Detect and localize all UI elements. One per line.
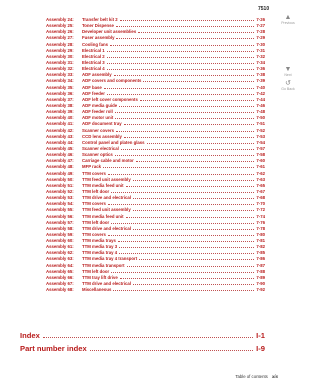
previous-button[interactable] xyxy=(280,14,296,25)
assembly-number: Assembly 47: xyxy=(46,158,74,164)
dot-leader xyxy=(119,253,254,254)
assembly-title: Scanner covers xyxy=(82,127,115,133)
assembly-page: 7-62 xyxy=(256,170,265,176)
dot-leader xyxy=(114,75,255,76)
assembly-title: Developer unit assemblies xyxy=(82,29,137,35)
dot-leader xyxy=(133,210,255,211)
assembly-title: ADF covers and components xyxy=(82,78,142,84)
assembly-page: 7-51 xyxy=(256,121,265,127)
dot-leader xyxy=(116,38,254,39)
dot-leader xyxy=(118,241,254,242)
assembly-number: Assembly 42: xyxy=(46,127,74,133)
assembly-title: Scanner electrical xyxy=(82,145,119,151)
dot-leader xyxy=(108,174,255,175)
footer-page-number: xix xyxy=(272,374,278,379)
assembly-title: TTM media feed unit xyxy=(82,182,124,188)
assembly-page: 7-32 xyxy=(256,53,265,59)
toc-part-number-index-link[interactable] xyxy=(20,344,265,353)
assembly-title: TTM media trays xyxy=(82,238,116,244)
next-label: Next xyxy=(284,73,292,77)
assembly-number: Assembly 30: xyxy=(46,53,74,59)
assembly-title: ADF base xyxy=(82,84,102,90)
page-footer xyxy=(235,374,278,379)
assembly-number: Assembly 59: xyxy=(46,231,74,237)
assembly-number: Assembly 27: xyxy=(46,35,74,41)
assembly-number: Assembly 34: xyxy=(46,78,74,84)
assembly-page: 7-67 xyxy=(256,188,265,194)
assembly-page: 7-68 xyxy=(256,195,265,201)
dot-leader xyxy=(119,247,254,248)
assembly-number: Assembly 67: xyxy=(46,281,74,287)
assembly-number: Assembly 25: xyxy=(46,23,74,29)
assembly-page: 7-72 xyxy=(256,207,265,213)
go-back-label: Go Back xyxy=(281,87,295,91)
assembly-title: ADF assembly xyxy=(82,72,112,78)
dot-leader xyxy=(115,112,255,113)
assembly-page: 7-39 xyxy=(256,78,265,84)
assembly-number: Assembly 57: xyxy=(46,219,74,225)
dot-leader xyxy=(121,149,255,150)
assembly-title: TTM left door xyxy=(82,219,110,225)
assembly-page: 7-88 xyxy=(256,268,265,274)
assembly-title: TTM media tray 4 transport xyxy=(82,256,138,262)
dot-leader xyxy=(143,81,254,82)
assembly-page: 7-76 xyxy=(256,219,265,225)
dot-leader xyxy=(108,204,255,205)
assembly-number: Assembly 52: xyxy=(46,188,74,194)
dot-leader xyxy=(127,266,255,267)
dot-leader xyxy=(119,106,254,107)
assembly-number: Assembly 35: xyxy=(46,84,74,90)
assembly-title: TTM feed unit assembly xyxy=(82,207,131,213)
assembly-title: TTM media transport xyxy=(82,262,125,268)
dot-leader xyxy=(115,118,254,119)
dot-leader xyxy=(107,57,255,58)
assembly-number: Assembly 65: xyxy=(46,268,74,274)
dot-leader xyxy=(126,186,255,187)
assembly-number: Assembly 45: xyxy=(46,145,74,151)
assembly-title: ADF feeder xyxy=(82,90,105,96)
assembly-title: Cooling fans xyxy=(82,41,109,47)
down-arrow-icon: ▼ xyxy=(284,66,292,73)
toc-entry[interactable] xyxy=(46,287,265,293)
dot-leader xyxy=(103,167,254,168)
dot-leader xyxy=(116,131,254,132)
toc-index-link[interactable] xyxy=(20,331,265,340)
dot-leader xyxy=(110,45,254,46)
assembly-number: Assembly 53: xyxy=(46,195,74,201)
assembly-number: Assembly 33: xyxy=(46,72,74,78)
assembly-title: Control panel and platen glass xyxy=(82,139,145,145)
dot-leader xyxy=(126,217,255,218)
assembly-page: 7-90 xyxy=(256,281,265,287)
assembly-number: Assembly 37: xyxy=(46,96,74,102)
assembly-page: 7-60 xyxy=(256,158,265,164)
assembly-number: Assembly 24: xyxy=(46,17,74,22)
assembly-page: 7-86 xyxy=(256,256,265,262)
assembly-number: Assembly 49: xyxy=(46,170,74,176)
assembly-number: Assembly 28: xyxy=(46,41,74,47)
assembly-page: 7-53 xyxy=(256,133,265,139)
dot-leader xyxy=(136,161,255,162)
model-number: 7510 xyxy=(258,6,270,12)
index-page: I-1 xyxy=(256,331,265,340)
assembly-number: Assembly 41: xyxy=(46,121,74,127)
dot-leader xyxy=(116,26,254,27)
assembly-number: Assembly 61: xyxy=(46,244,74,250)
assembly-number: Assembly 62: xyxy=(46,250,74,256)
part-number-index-label: Part number index xyxy=(20,344,87,353)
dot-leader xyxy=(140,100,255,101)
toc-entry-list xyxy=(46,17,265,293)
assembly-page: 7-30 xyxy=(256,41,265,47)
assembly-page: 7-81 xyxy=(256,238,265,244)
assembly-number: Assembly 32: xyxy=(46,66,74,72)
assembly-number: Assembly 66: xyxy=(46,274,74,280)
assembly-number: Assembly 51: xyxy=(46,182,74,188)
assembly-page: 7-42 xyxy=(256,90,265,96)
go-back-icon: ↺ xyxy=(285,80,291,87)
assembly-page: 7-87 xyxy=(256,262,265,268)
assembly-page: 7-74 xyxy=(256,213,265,219)
assembly-number: Assembly 68: xyxy=(46,287,74,293)
assembly-number: Assembly 54: xyxy=(46,201,74,207)
assembly-title: TTM drive and electrical xyxy=(82,195,131,201)
dot-leader xyxy=(138,32,254,33)
dot-leader xyxy=(124,124,255,125)
assembly-page: 7-70 xyxy=(256,201,265,207)
dot-leader xyxy=(43,337,253,338)
assembly-number: Assembly 55: xyxy=(46,207,74,213)
dot-leader xyxy=(111,223,254,224)
assembly-number: Assembly 63: xyxy=(46,256,74,262)
assembly-title: Fuser assembly xyxy=(82,35,115,41)
index-label: Index xyxy=(20,331,40,340)
assembly-number: Assembly 39: xyxy=(46,109,74,115)
assembly-number: Assembly 29: xyxy=(46,47,74,53)
footer-section: Table of contents xyxy=(235,374,268,379)
previous-label: Previous xyxy=(281,21,295,25)
assembly-number: Assembly 40: xyxy=(46,115,74,121)
dot-leader xyxy=(147,143,255,144)
assembly-page: 7-61 xyxy=(256,164,265,170)
assembly-title: Electrical 4 xyxy=(82,66,105,72)
assembly-title: TTM covers xyxy=(82,231,106,237)
go-back-button[interactable] xyxy=(280,80,296,91)
assembly-page: 7-89 xyxy=(256,274,265,280)
dot-leader xyxy=(133,198,254,199)
assembly-number: Assembly 31: xyxy=(46,59,74,65)
assembly-number: Assembly 64: xyxy=(46,262,74,268)
dot-leader xyxy=(133,284,254,285)
assembly-page: 7-46 xyxy=(256,102,265,108)
assembly-page: 7-36 xyxy=(256,66,265,72)
assembly-title: Electrical 2 xyxy=(82,53,105,59)
assembly-title: Miscellaneous xyxy=(82,287,112,293)
assembly-number: Assembly 38: xyxy=(46,102,74,108)
assembly-page: 7-57 xyxy=(256,145,265,151)
assembly-title: Electrical 3 xyxy=(82,59,105,65)
assembly-title: TTM feed unit assembly xyxy=(82,176,131,182)
dot-leader xyxy=(120,20,255,21)
assembly-page: 7-52 xyxy=(256,127,265,133)
dot-leader xyxy=(107,94,254,95)
assembly-page: 7-65 xyxy=(256,182,265,188)
dot-leader xyxy=(107,63,255,64)
assembly-title: TTM media feed unit xyxy=(82,213,124,219)
assembly-title: TTM covers xyxy=(82,201,106,207)
assembly-title: TTM media tray 3 xyxy=(82,244,118,250)
assembly-page: 7-63 xyxy=(256,176,265,182)
assembly-title: Carriage cable and motor xyxy=(82,158,134,164)
assembly-number: Assembly 43: xyxy=(46,133,74,139)
assembly-number: Assembly 58: xyxy=(46,225,74,231)
assembly-title: ADF motor unit xyxy=(82,115,114,121)
assembly-title: TTM media tray 4 xyxy=(82,250,118,256)
assembly-page: 7-48 xyxy=(256,109,265,115)
assembly-page: 7-58 xyxy=(256,152,265,158)
assembly-number: Assembly 46: xyxy=(46,152,74,158)
assembly-page: 7-54 xyxy=(256,139,265,145)
assembly-page: 7-26 xyxy=(256,17,265,22)
part-number-index-page: I-9 xyxy=(256,344,265,353)
dot-leader xyxy=(111,192,254,193)
assembly-page: 7-80 xyxy=(256,231,265,237)
assembly-number: Assembly 60: xyxy=(46,238,74,244)
assembly-title: TTM left door xyxy=(82,268,110,274)
assembly-page: 7-85 xyxy=(256,250,265,256)
dot-leader xyxy=(104,88,255,89)
assembly-title: Transfer belt kit 2 xyxy=(82,17,118,22)
assembly-title: Electrical 1 xyxy=(82,47,105,53)
assembly-title: ADF left cover components xyxy=(82,96,138,102)
dot-leader xyxy=(113,290,254,291)
dot-leader xyxy=(107,69,255,70)
up-arrow-icon: ▲ xyxy=(284,14,292,21)
dot-leader xyxy=(111,272,254,273)
assembly-number: Assembly 36: xyxy=(46,90,74,96)
assembly-page: 7-92 xyxy=(256,287,265,293)
assembly-page: 7-27 xyxy=(256,23,265,29)
assembly-title: TTM left door xyxy=(82,188,110,194)
assembly-number: Assembly 56: xyxy=(46,213,74,219)
assembly-page: 7-38 xyxy=(256,72,265,78)
assembly-page: 7-40 xyxy=(256,84,265,90)
assembly-title: CCD lens assembly xyxy=(82,133,122,139)
assembly-title: Scanner optics xyxy=(82,152,113,158)
assembly-title: TTM tray lift drive xyxy=(82,274,118,280)
dot-leader xyxy=(108,235,255,236)
assembly-title: ADF document tray xyxy=(82,121,122,127)
assembly-title: TTM drive and electrical xyxy=(82,225,131,231)
assembly-number: Assembly 26: xyxy=(46,29,74,35)
dot-leader xyxy=(139,259,254,260)
assembly-number: Assembly 50: xyxy=(46,176,74,182)
assembly-page: 7-44 xyxy=(256,96,265,102)
assembly-page: 7-31 xyxy=(256,47,265,53)
assembly-title: TTM drive and electrical xyxy=(82,281,131,287)
assembly-number: Assembly 44: xyxy=(46,139,74,145)
dot-leader xyxy=(133,229,254,230)
assembly-title: ADF feeder roll xyxy=(82,109,113,115)
assembly-page: 7-29 xyxy=(256,35,265,41)
dot-leader xyxy=(115,155,255,156)
assembly-page: 7-34 xyxy=(256,59,265,65)
dot-leader xyxy=(124,137,255,138)
assembly-page: 7-50 xyxy=(256,115,265,121)
assembly-title: Toner Dispense xyxy=(82,23,114,29)
assembly-number: Assembly 48: xyxy=(46,164,74,170)
assembly-title: ADF media guide xyxy=(82,102,118,108)
assembly-title: MFP rack xyxy=(82,164,102,170)
dot-leader xyxy=(120,278,255,279)
next-button[interactable] xyxy=(280,66,296,77)
dot-leader xyxy=(107,51,255,52)
dot-leader xyxy=(133,180,255,181)
assembly-page: 7-82 xyxy=(256,244,265,250)
assembly-page: 7-28 xyxy=(256,29,265,35)
assembly-page: 7-78 xyxy=(256,225,265,231)
dot-leader xyxy=(90,350,253,351)
assembly-title: TTM covers xyxy=(82,170,106,176)
